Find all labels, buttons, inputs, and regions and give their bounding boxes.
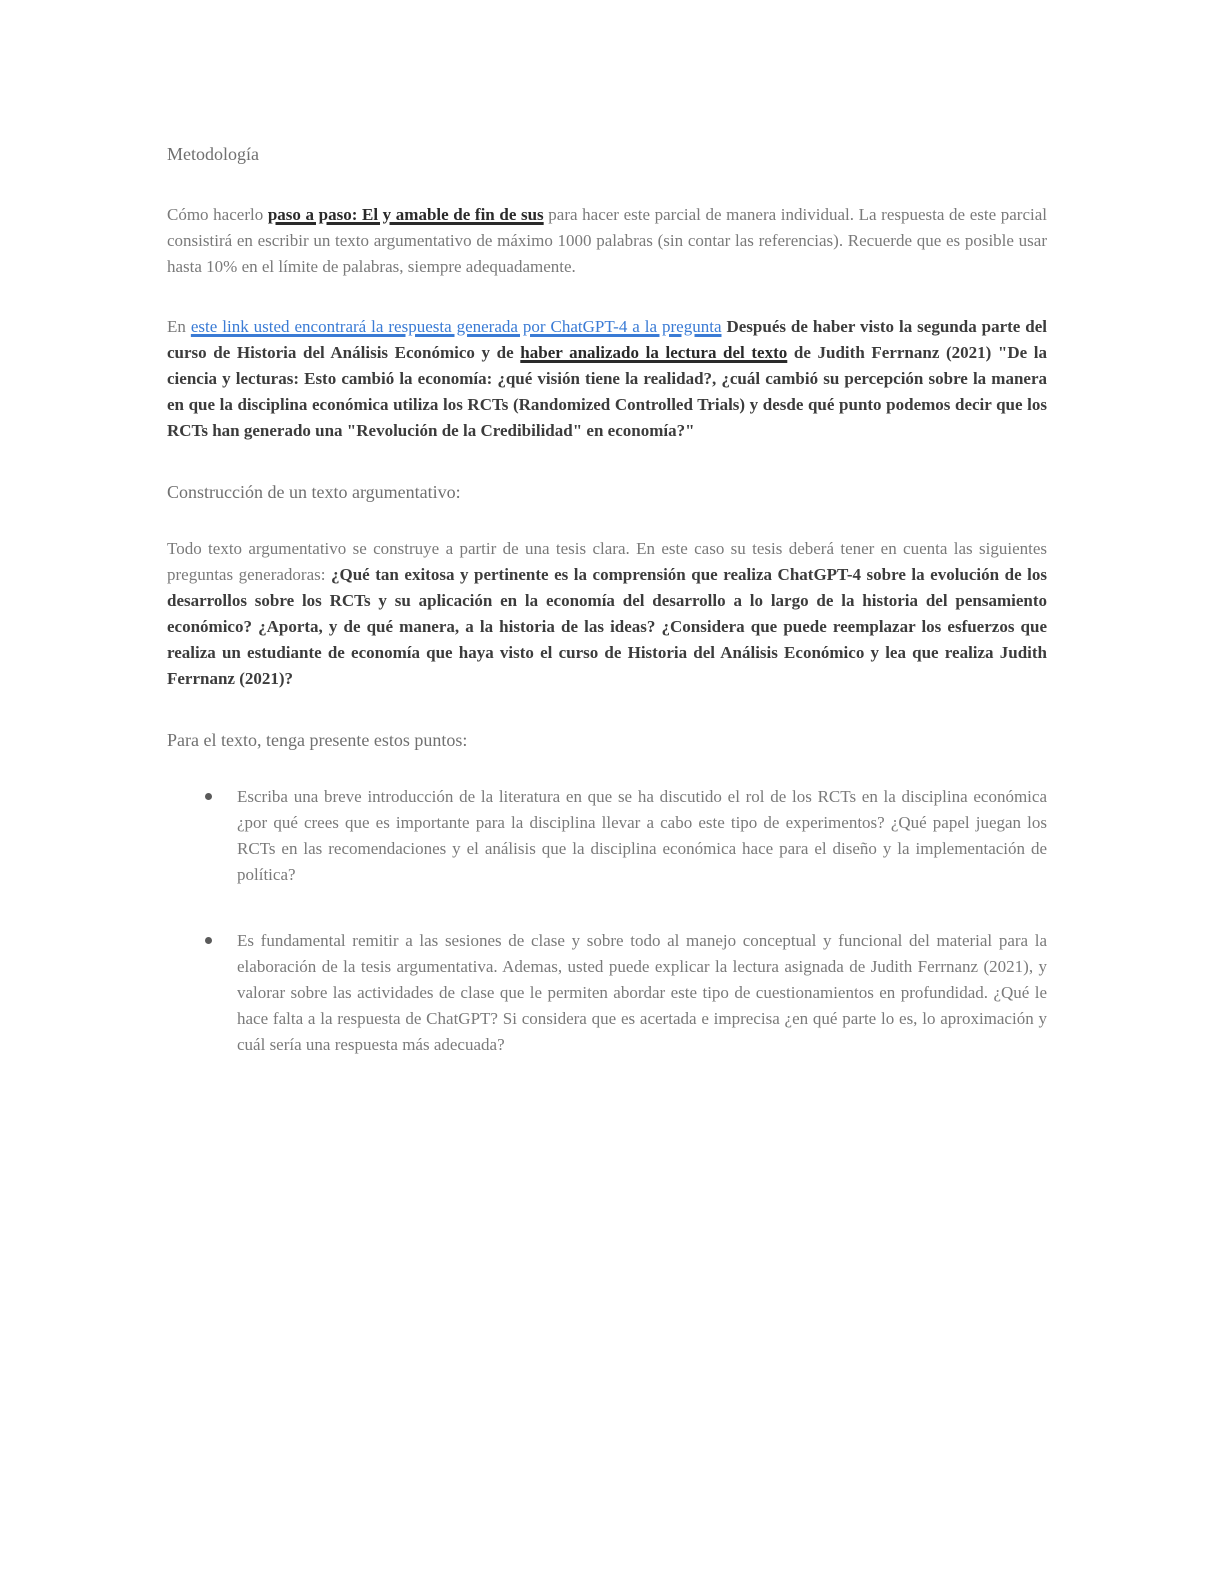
paragraph1-rest: para hacer este parcial de manera individual. La respuesta de este parcial consistirá en escribir un texto argumentativo de máximo 1000 palabras (sin contar las referencias). Recuerde que es posible usar hasta 10% en el límite de palabras, siempre adequadamente. <box>167 205 1047 276</box>
spacer <box>167 506 1047 536</box>
document-body <box>167 140 1047 1058</box>
list-item <box>167 928 1047 1058</box>
bullet-icon <box>205 937 212 944</box>
paragraph-thesis <box>167 536 1047 692</box>
paragraph3-questions: ¿Qué tan exitosa y pertinente es la comprensión que realiza ChatGPT-4 sobre la evolución de los desarrollos sobre los RCTs y su aplicación en la economía del desarrollo a lo largo de la historia del pensamiento económico? ¿Aporta, y de qué manera, a la historia de las ideas? ¿Considera que puede reemplazar los esfuerzos que realiza un estudiante de economía que haya visto el curso de Historia del Análisis Económico y lea que realiza Judith Ferrnanz (2021)? <box>167 565 1047 688</box>
paragraph2-underlined: haber analizado la lectura del texto <box>520 343 788 362</box>
bullet-icon <box>205 793 212 800</box>
paragraph2-rest: de Judith Ferrnanz (2021) "De la ciencia y lecturas: Esto cambió la economía: ¿qué visión tiene la realidad?, ¿cuál cambió su percepción sobre la manera en que la disciplina económica utiliza los RCTs (Randomized Controlled Trials) y desde qué punto podemos decir que los RCTs han generado una "Revolución de la Credibilidad" en economía?" <box>167 343 1048 440</box>
spacer <box>167 168 1047 202</box>
paragraph-instructions <box>167 202 1047 280</box>
bullet-text: Escriba una breve introducción de la literatura en que se ha discutido el rol de los RCTs en la disciplina económica ¿por qué crees que es importante para la disciplina llevar a cabo este tipo de experimentos? ¿Qué papel juegan los RCTs en las recomendaciones y el análisis que la disciplina económica hace para el diseño y la implementación de política? <box>237 787 1047 884</box>
chatgpt-response-link[interactable]: este link usted encontrará la respuesta generada por ChatGPT-4 a la pregunta <box>190 317 722 336</box>
document-title: Metodología <box>167 144 259 164</box>
paragraph2-lead: En <box>167 317 186 336</box>
paragraph1-intro: Cómo hacerlo <box>167 205 264 224</box>
paragraph3-lead: Todo texto argumentativo se construye a partir de una tesis clara. En este caso su tesis deberá tener en cuenta las siguientes preguntas generadoras: <box>167 539 1047 584</box>
paragraph-question <box>167 314 1047 444</box>
bullet-list <box>167 784 1047 1058</box>
paragraph2-question-dark: Después de haber visto la segunda parte del curso de Historia del Análisis Económico y de <box>167 317 1048 362</box>
spacer <box>167 888 1047 928</box>
subheading-argumentative: Construcción de un texto argumentativo: <box>167 482 461 502</box>
spacer <box>167 444 1047 478</box>
spacer <box>167 280 1047 314</box>
subheading-points: Para el texto, tenga presente estos puntos: <box>167 730 468 750</box>
spacer <box>167 692 1047 726</box>
bullet-text: Es fundamental remitir a las sesiones de clase y sobre todo al manejo conceptual y funcional del material para la elaboración de la tesis argumentativa. Ademas, usted puede explicar la lectura asignada de Judith Ferrnanz (2021), y valorar sobre las actividades de clase que le permiten abordar este tipo de cuestionamientos en profundidad. ¿Qué le hace falta a la respuesta de ChatGPT? Si considera que es acertada e imprecisa ¿en qué parte lo es, lo aproximación y cuál sería una respuesta más adecuada? <box>237 931 1047 1054</box>
spacer <box>167 754 1047 784</box>
list-item <box>167 784 1047 888</box>
paragraph1-underlined: paso a paso: El y amable de fin de sus <box>267 205 544 224</box>
